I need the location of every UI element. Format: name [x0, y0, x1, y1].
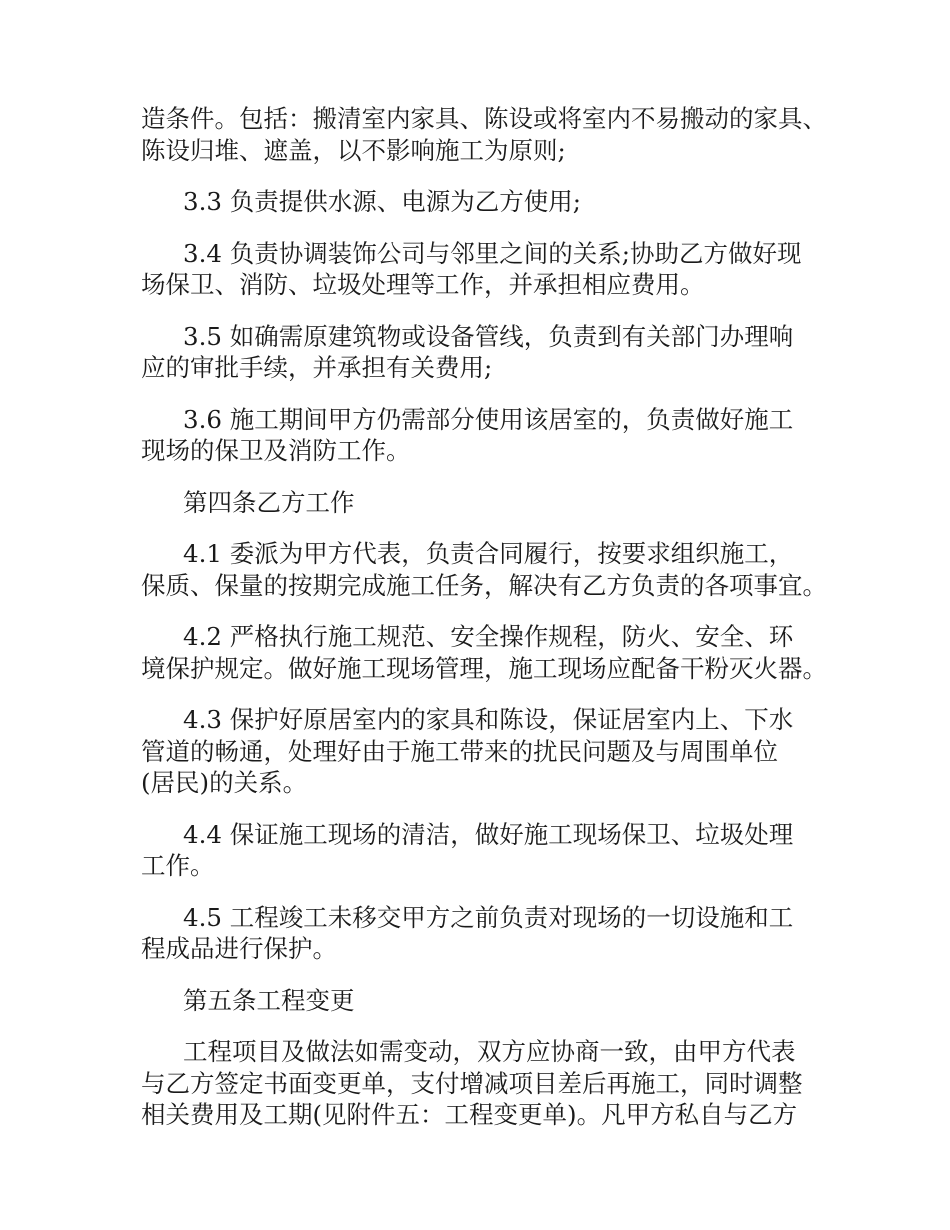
- paragraph-clause-4-1: [141, 538, 841, 601]
- text-line: 4.3 保护好原居室内的家具和陈设，保证居室内上、下水: [183, 705, 794, 734]
- paragraph-clause-4-3: [141, 704, 841, 799]
- text-line: 4.1 委派为甲方代表，负责合同履行，按要求组织施工，: [183, 539, 794, 568]
- text-line: (居民)的关系。: [141, 768, 308, 797]
- text-line: 4.4 保证施工现场的清洁，做好施工现场保卫、垃圾处理: [183, 819, 794, 849]
- section-heading-text: 第四条乙方工作: [183, 487, 355, 517]
- text-line: 3.5 如确需原建筑物或设备管线，负责到有关部门办理响: [183, 321, 794, 351]
- paragraph-continuation: [141, 103, 841, 166]
- text-line: 4.2 严格执行施工规范、安全操作规程，防火、安全、环: [183, 622, 794, 651]
- document-body: [141, 103, 841, 1151]
- paragraph-clause-3-6: [141, 404, 841, 467]
- text-line: 管道的畅通，处理好由于施工带来的扰民问题及与周围单位: [141, 736, 778, 766]
- text-line: 工作。: [141, 851, 215, 880]
- text-line: 造条件。包括：搬清室内家具、陈设或将室内不易搬动的家具、: [141, 104, 827, 133]
- text-line: 现场的保卫及消防工作。: [141, 436, 411, 465]
- text-line: 工程项目及做法如需变动，双方应协商一致，由甲方代表: [183, 1037, 796, 1066]
- paragraph-clause-4-2: [141, 621, 841, 684]
- paragraph-clause-3-4: [141, 238, 841, 301]
- section-heading-text: 第五条工程变更: [183, 985, 355, 1015]
- paragraph-clause-4-5: [141, 902, 841, 965]
- text-line: 4.5 工程竣工未移交甲方之前负责对现场的一切设施和工: [183, 902, 794, 932]
- text-line: 相关费用及工期(见附件五：工程变更单)。凡甲方私自与乙方: [141, 1100, 798, 1129]
- paragraph-article-5-body: [141, 1036, 841, 1131]
- text-line: 保质、保量的按期完成施工任务，解决有乙方负责的各项事宜。: [141, 570, 827, 600]
- section-heading-article-5: [141, 985, 841, 1017]
- paragraph-clause-3-5: [141, 321, 841, 384]
- section-heading-article-4: [141, 487, 841, 519]
- text-line: 陈设归堆、遮盖，以不影响施工为原则;: [141, 135, 566, 165]
- paragraph-clause-3-3: [141, 186, 841, 218]
- text-line: 境保护规定。做好施工现场管理，施工现场应配备干粉灭火器。: [141, 653, 827, 683]
- text-line: 应的审批手续，并承担有关费用;: [141, 353, 493, 382]
- paragraph-clause-4-4: [141, 819, 841, 882]
- text-line: 程成品进行保护。: [141, 934, 337, 963]
- text-line: 3.3 负责提供水源、电源为乙方使用;: [183, 187, 582, 216]
- text-line: 场保卫、消防、垃圾处理等工作，并承担相应费用。: [141, 270, 705, 299]
- text-line: 与乙方签定书面变更单，支付增减项目差后再施工，同时调整: [141, 1068, 803, 1098]
- text-line: 3.6 施工期间甲方仍需部分使用该居室的，负责做好施工: [183, 404, 794, 434]
- text-line: 3.4 负责协调装饰公司与邻里之间的关系;协助乙方做好现: [183, 238, 802, 268]
